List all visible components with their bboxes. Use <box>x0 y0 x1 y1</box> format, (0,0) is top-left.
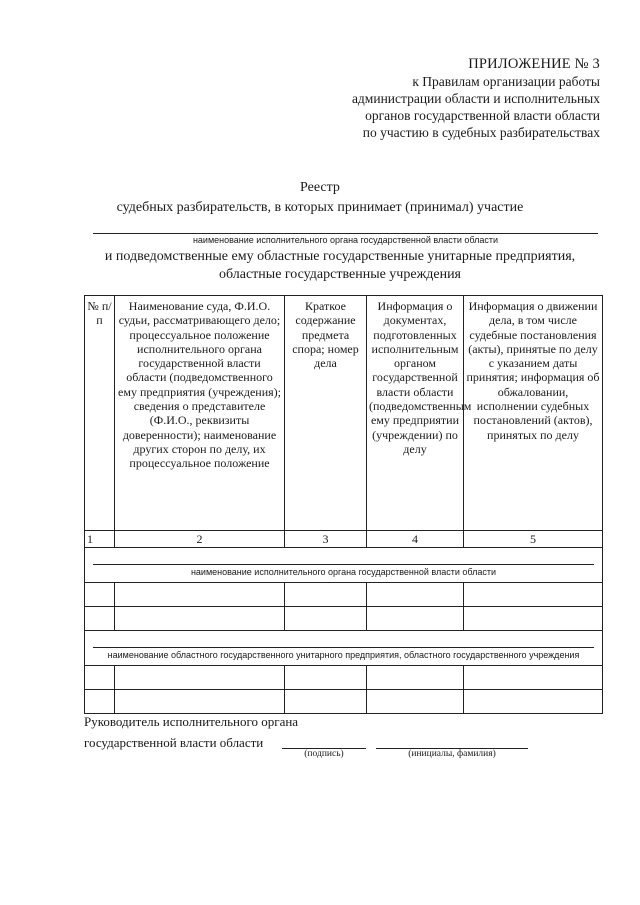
table-cell[interactable] <box>285 666 367 690</box>
table-row <box>85 583 603 607</box>
table-cell[interactable] <box>115 607 285 631</box>
header-cell-case-movement: Информация о движении дела, в том числе судебные постановления (акты), принятые по делу с указанием даты принятия; информация об обжаловании, исполнении судебных постановлений (актов), принятых по делу <box>464 296 603 531</box>
column-number: 3 <box>285 531 367 548</box>
section-caption: наименование исполнительного органа государственной власти области <box>190 567 497 578</box>
header-cell-number: № п/п <box>85 296 115 531</box>
subordinate-line: и подведомственные ему областные государственные унитарные предприятия, <box>104 249 576 264</box>
section-row-authority <box>85 548 603 583</box>
table-cell[interactable] <box>464 666 603 690</box>
authority-fill-line <box>93 233 598 234</box>
register-subtitle: судебных разбирательств, в которых принимает (принимал) участие <box>116 200 524 215</box>
section-row-enterprise <box>85 631 603 666</box>
name-caption: (инициалы, фамилия) <box>408 749 496 759</box>
table-cell[interactable] <box>85 666 115 690</box>
table-row <box>85 607 603 631</box>
section-caption: наименование областного государственного унитарного предприятия, областного государственного учреждения <box>107 650 580 661</box>
table-cell[interactable] <box>367 690 464 714</box>
table-cell[interactable] <box>367 583 464 607</box>
section-fill-line <box>93 564 594 565</box>
column-number: 4 <box>367 531 464 548</box>
table-header-row <box>85 296 603 531</box>
table-cell[interactable] <box>115 690 285 714</box>
table-cell[interactable] <box>464 690 603 714</box>
header-cell-documents: Информация о документах, подготовленных исполнительным органом государственной власти области (подведомственным ему предприятии (учреждении) по делу <box>367 296 464 531</box>
appendix-line: к Правилам организации работы <box>412 74 600 89</box>
table-cell[interactable] <box>285 583 367 607</box>
column-number-row <box>85 531 603 548</box>
authority-caption: наименование исполнительного органа государственной власти области <box>192 235 499 245</box>
table-cell[interactable] <box>367 607 464 631</box>
table-cell[interactable] <box>367 666 464 690</box>
table-cell[interactable] <box>464 607 603 631</box>
signature-title-line: Руководитель исполнительного органа <box>84 714 299 729</box>
table-cell[interactable] <box>115 583 285 607</box>
table-cell[interactable] <box>464 583 603 607</box>
section-cell <box>85 631 603 666</box>
column-number: 5 <box>464 531 603 548</box>
table-cell[interactable] <box>85 607 115 631</box>
section-fill-line <box>93 647 594 648</box>
signature-title-line: государственной власти области <box>84 735 264 750</box>
table-row <box>85 690 603 714</box>
appendix-line: по участию в судебных разбирательствах <box>362 125 600 140</box>
appendix-header <box>352 56 600 141</box>
header-cell-subject: Краткое содержание предмета спора; номер дела <box>285 296 367 531</box>
register-table <box>84 295 603 714</box>
column-number: 2 <box>115 531 285 548</box>
table-cell[interactable] <box>85 690 115 714</box>
appendix-title: ПРИЛОЖЕНИЕ № 3 <box>468 56 600 72</box>
table-row <box>85 666 603 690</box>
signature-caption: (подпись) <box>304 749 344 759</box>
table-cell[interactable] <box>285 690 367 714</box>
table-cell[interactable] <box>115 666 285 690</box>
subordinate-line: областные государственные учреждения <box>218 267 461 282</box>
table-cell[interactable] <box>85 583 115 607</box>
appendix-line: администрации области и исполнительных <box>351 91 600 106</box>
section-cell <box>85 548 603 583</box>
register-title: Реестр <box>300 180 340 195</box>
column-number: 1 <box>85 531 115 548</box>
table-cell[interactable] <box>285 607 367 631</box>
header-cell-court: Наименование суда, Ф.И.О. судьи, рассматривающего дело; процессуальное положение исполнительного органа государственной власти области (подведомственного ему предприятия (учреждения); сведения о представителе (Ф.И.О., реквизиты доверенности); наименование других сторон по делу, их процессуальное положение <box>115 296 285 531</box>
appendix-line: органов государственной власти области <box>365 108 600 123</box>
